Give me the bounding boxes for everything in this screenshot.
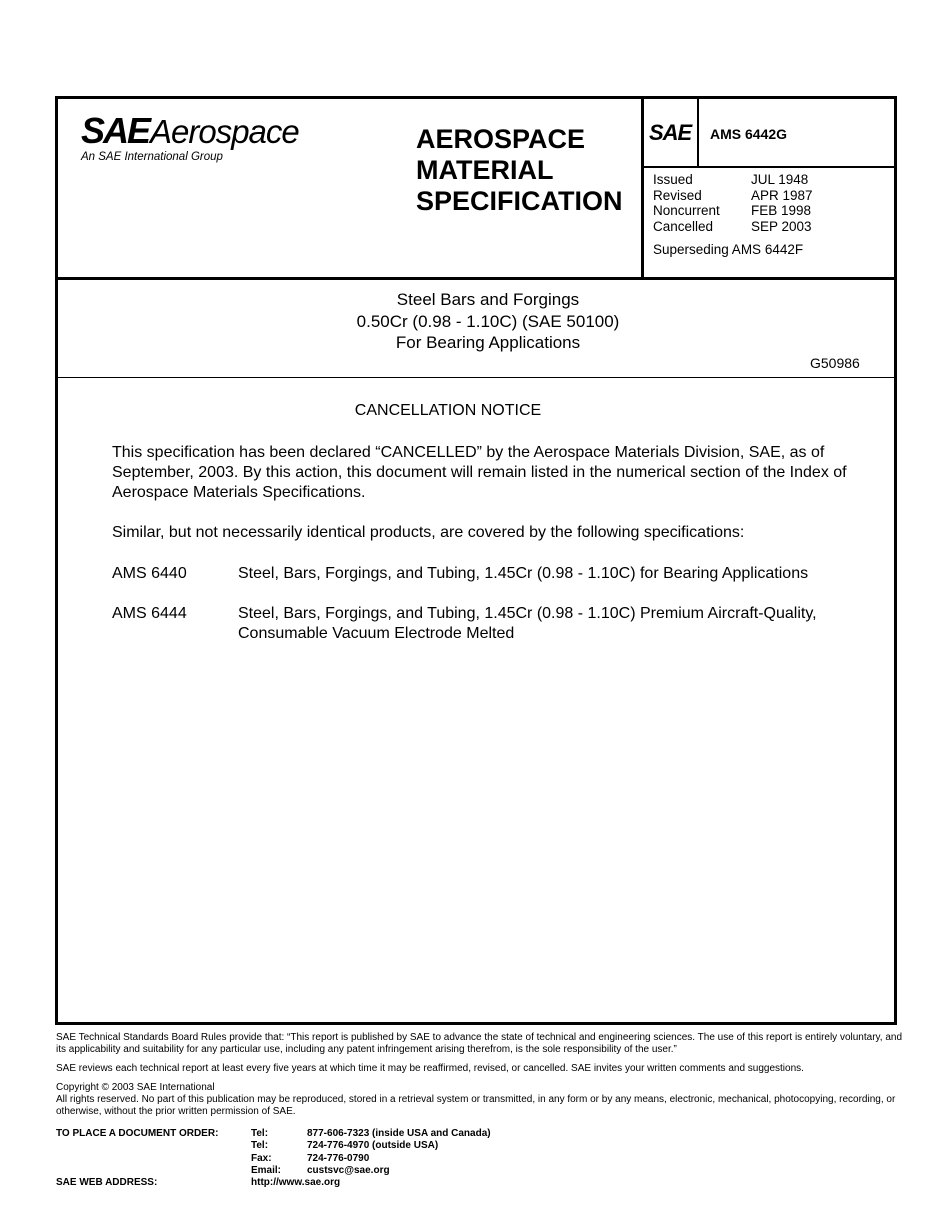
spec-reference-row: [112, 604, 868, 644]
document-frame: [55, 96, 897, 1025]
date-row: [653, 219, 813, 235]
spec-reference-row: [112, 564, 868, 584]
contact-row: [56, 1140, 491, 1152]
contact-value: 724-776-0790: [307, 1152, 370, 1164]
copyright: Copyright © 2003 SAE International: [56, 1082, 215, 1093]
web-row: [56, 1177, 491, 1189]
contact-label: Fax:: [251, 1152, 272, 1164]
docnum-divider: [641, 166, 895, 168]
contact-label: Tel:: [251, 1128, 269, 1139]
web-label: SAE WEB ADDRESS:: [56, 1177, 158, 1189]
subject-line: 0.50Cr (0.98 - 1.10C) (SAE 50100): [356, 311, 620, 331]
subject-code: G50986: [810, 355, 860, 371]
review-note: SAE reviews each technical report at least every five years at which time it may be reaffirmed, revised, or cancelled. SAE invites your written comments and suggestions.: [56, 1063, 804, 1074]
superseding-note: Superseding AMS 6442F: [653, 242, 804, 257]
logo-subtitle: An SAE International Group: [81, 151, 223, 163]
document-type-title: [416, 124, 623, 217]
document-dates: [653, 172, 813, 234]
mark-divider: [697, 96, 699, 168]
contact-row: [56, 1128, 491, 1140]
rights-note: All rights reserved. No part of this publication may be reproduced, stored in a retrieval system or transmitted, in any form or by any means, electronic, mechanical, photocopying, recording, or otherwise, without the prior written permission of SAE.: [56, 1094, 896, 1117]
date-value: SEP 2003: [751, 218, 812, 234]
title-line: MATERIAL: [416, 155, 554, 185]
date-label: Revised: [653, 187, 702, 203]
date-label: Noncurrent: [653, 203, 720, 219]
contact-value[interactable]: custsvc@sae.org: [307, 1164, 390, 1176]
date-value: APR 1987: [751, 187, 813, 203]
subject-divider: [58, 377, 894, 378]
web-address-link[interactable]: http://www.sae.org: [251, 1177, 341, 1189]
document-subject: [58, 289, 918, 354]
date-value: FEB 1998: [751, 203, 812, 219]
date-row: [653, 188, 813, 204]
contact-value: 724-776-4970 (outside USA): [307, 1140, 439, 1152]
cancellation-heading: CANCELLATION NOTICE: [354, 402, 542, 419]
sae-logo: SAE: [81, 110, 150, 151]
subject-line: For Bearing Applications: [395, 333, 581, 352]
title-line: AEROSPACE: [416, 124, 586, 154]
date-label: Cancelled: [653, 218, 714, 234]
date-row: [653, 203, 813, 219]
spec-description: Steel, Bars, Forgings, and Tubing, 1.45Cr (0.98 - 1.10C) Premium Aircraft-Quality, Consumable Vacuum Electrode Melted: [238, 605, 817, 642]
contact-row: [56, 1165, 491, 1177]
order-contacts: [56, 1128, 491, 1189]
spec-code: AMS 6440: [112, 565, 187, 582]
date-label: Issued: [653, 172, 693, 187]
document-number: AMS 6442G: [710, 126, 788, 142]
contact-row: [56, 1153, 491, 1165]
contact-label: Tel:: [251, 1140, 269, 1152]
header-divider: [55, 277, 897, 280]
header-column-divider: [641, 96, 644, 278]
contact-value: 877-606-7323 (inside USA and Canada): [307, 1128, 491, 1139]
aerospace-logo-word: Aerospace: [150, 113, 299, 150]
date-row: [653, 172, 813, 188]
date-value: JUL 1948: [751, 172, 809, 187]
spec-description: Steel, Bars, Forgings, and Tubing, 1.45Cr (0.98 - 1.10C) for Bearing Applications: [238, 565, 809, 582]
contact-label: Email:: [251, 1164, 282, 1176]
title-line: SPECIFICATION: [416, 186, 623, 216]
cancellation-paragraph: This specification has been declared “CANCELLED” by the Aerospace Materials Division, SAE, as of September, 2003. By this action, this document will remain listed in the numerical section of the Index of Aerospace Materials Specifications.: [112, 444, 847, 501]
similar-products-paragraph: Similar, but not necessarily identical products, are covered by the following specifications:: [112, 524, 745, 541]
spec-code: AMS 6444: [112, 605, 187, 622]
order-label: TO PLACE A DOCUMENT ORDER:: [56, 1128, 219, 1139]
sae-mark-logo: SAE: [649, 120, 692, 145]
subject-line: Steel Bars and Forgings: [396, 290, 580, 309]
standards-rules-note: SAE Technical Standards Board Rules provide that: “This report is published by SAE to advance the state of technical and engineering sciences. The use of this report is entirely voluntary, and its applicability and suitability for any particular use, including any patent infringement arising therefrom, is the sole responsibility of the user.”: [56, 1032, 903, 1055]
